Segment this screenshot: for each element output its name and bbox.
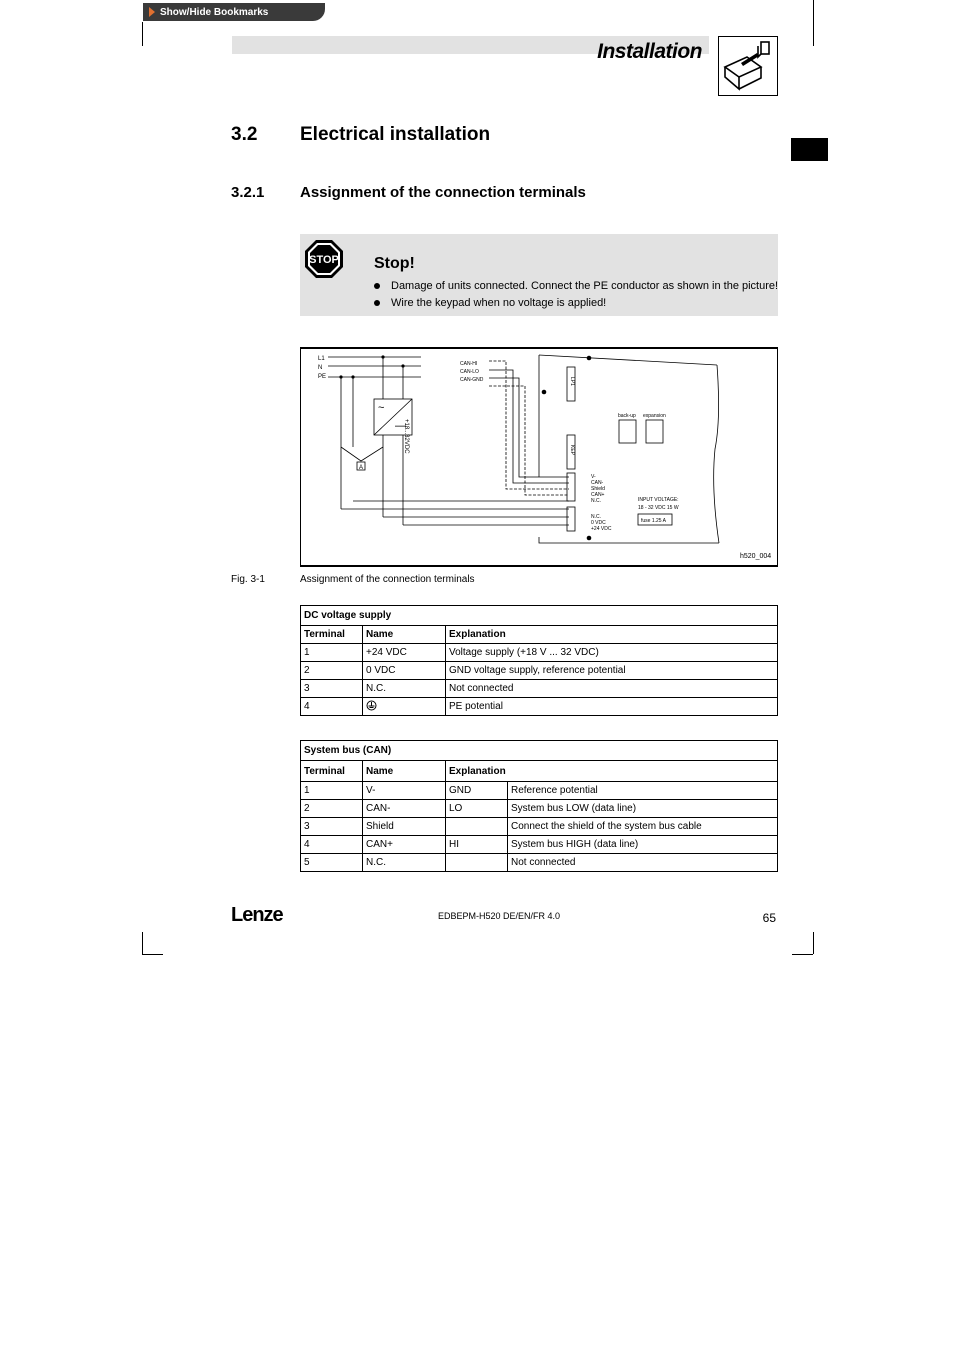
- table-row: [301, 644, 778, 662]
- label-pe: PE: [318, 374, 327, 380]
- table-row: [301, 662, 778, 680]
- cell: 0 VDC: [363, 662, 446, 680]
- crop-mark: [142, 22, 143, 46]
- cell: 1: [301, 782, 363, 800]
- figure-caption: Assignment of the connection terminals: [300, 574, 475, 585]
- cell: 3: [301, 818, 363, 836]
- label-lp1: LP1: [569, 377, 575, 386]
- table-header-row: [301, 626, 778, 644]
- label-kep: KEP: [569, 445, 575, 456]
- bullet-icon: [374, 300, 380, 306]
- column-header: Explanation: [446, 626, 778, 644]
- cell: 1: [301, 644, 363, 662]
- stop-title: Stop!: [374, 255, 415, 272]
- label-can-gnd: CAN-GND: [460, 377, 484, 383]
- table-row: [301, 818, 778, 836]
- cell: System bus HIGH (data line): [508, 836, 778, 854]
- cell: System bus LOW (data line): [508, 800, 778, 818]
- table-header-row: [301, 761, 778, 782]
- cell: N.C.: [363, 680, 446, 698]
- cell: 3: [301, 680, 363, 698]
- table-row: [301, 800, 778, 818]
- cell: CAN-: [363, 800, 446, 818]
- table-row: [301, 782, 778, 800]
- crop-mark: [813, 0, 814, 46]
- label-input-voltage-title: INPUT VOLTAGE:: [638, 497, 679, 503]
- supply-label: +24 VDC: [591, 526, 612, 532]
- label-can-hi: CAN-HI: [460, 361, 478, 367]
- label-a: A: [359, 465, 364, 471]
- page-header-title: Installation: [597, 40, 702, 63]
- cell: V-: [363, 782, 446, 800]
- cell: 4: [301, 836, 363, 854]
- bus-label: CAN+: [591, 492, 605, 498]
- cell: 4: [301, 698, 363, 716]
- cell: CAN+: [363, 836, 446, 854]
- cell: GND: [446, 782, 508, 800]
- cell: N.C.: [363, 854, 446, 872]
- cell: +24 VDC: [363, 644, 446, 662]
- wiring-diagram: [300, 347, 778, 567]
- bus-label: N.C.: [591, 498, 601, 504]
- system-bus-table: [300, 740, 778, 872]
- column-header: Name: [363, 626, 446, 644]
- cell: GND voltage supply, reference potential: [446, 662, 778, 680]
- cell: [363, 698, 446, 716]
- lenze-logo: Lenze: [231, 904, 283, 926]
- label-n: N: [318, 365, 323, 371]
- crop-mark: [142, 932, 143, 954]
- cell: HI: [446, 836, 508, 854]
- bullet-icon: [374, 283, 380, 289]
- column-header: Name: [363, 761, 446, 782]
- label-can-lo: CAN-LO: [460, 369, 479, 375]
- svg-text:—: —: [395, 420, 406, 432]
- svg-text:~: ~: [378, 402, 385, 414]
- crop-mark: [142, 954, 163, 955]
- cell: Not connected: [446, 680, 778, 698]
- bus-label: Shield: [591, 486, 605, 492]
- table-row: [301, 680, 778, 698]
- table-row: [301, 854, 778, 872]
- supply-label: N.C.: [591, 514, 601, 520]
- arrow-right-icon: [149, 7, 155, 17]
- chapter-tab: [791, 138, 828, 161]
- page-number: 65: [762, 911, 776, 925]
- stop-sign-text: STOP: [309, 254, 339, 266]
- section-title: Electrical installation: [300, 124, 491, 145]
- table-title-row: [301, 741, 778, 761]
- stop-item-text: Wire the keypad when no voltage is applied!: [391, 297, 607, 309]
- install-box-icon: [718, 36, 778, 96]
- subsection-title: Assignment of the connection terminals: [300, 184, 586, 201]
- bookmarks-label: Show/Hide Bookmarks: [160, 6, 269, 18]
- subsection-number: 3.2.1: [231, 184, 265, 201]
- label-fuse: fuse 1.25 A: [641, 518, 667, 524]
- stop-sign-icon: [304, 239, 344, 279]
- cell: PE potential: [446, 698, 778, 716]
- column-header: Explanation: [446, 761, 778, 782]
- table-row: [301, 698, 778, 716]
- document-id: EDBEPM-H520 DE/EN/FR 4.0: [438, 911, 561, 921]
- figure-label: Fig. 3-1: [231, 574, 265, 585]
- cell: 5: [301, 854, 363, 872]
- label-l1: L1: [318, 356, 325, 362]
- figure-id: h520_004: [740, 553, 772, 560]
- supply-label: 0 VDC: [591, 520, 606, 526]
- crop-mark: [792, 954, 813, 955]
- pe-ground-icon: [366, 700, 377, 714]
- cell: 2: [301, 800, 363, 818]
- stop-item: [374, 280, 778, 292]
- crop-mark: [813, 932, 814, 954]
- cell: Reference potential: [508, 782, 778, 800]
- table-title: System bus (CAN): [301, 741, 778, 761]
- cell: Voltage supply (+18 V ... 32 VDC): [446, 644, 778, 662]
- stop-item: [374, 297, 606, 309]
- section-number: 3.2: [231, 124, 258, 145]
- label-expansion: expansion: [643, 413, 666, 419]
- column-header: Terminal: [301, 761, 363, 782]
- cell: Connect the shield of the system bus cable: [508, 818, 778, 836]
- stop-item-text: Damage of units connected. Connect the PE conductor as shown in the picture!: [391, 280, 779, 292]
- bus-label: CAN-: [591, 480, 604, 486]
- cell: Not connected: [508, 854, 778, 872]
- cell: Shield: [363, 818, 446, 836]
- show-hide-bookmarks-button[interactable]: [143, 3, 325, 21]
- label-voltage: +18...32VDC: [403, 419, 409, 454]
- table-title: DC voltage supply: [301, 606, 778, 626]
- column-header: Terminal: [301, 626, 363, 644]
- dc-voltage-table: [300, 605, 778, 716]
- cell: [446, 818, 508, 836]
- label-input-voltage: 18 - 32 VDC 15 W: [638, 505, 679, 511]
- table-row: [301, 836, 778, 854]
- cell: 2: [301, 662, 363, 680]
- cell: LO: [446, 800, 508, 818]
- label-backup: back-up: [618, 413, 636, 419]
- table-title-row: [301, 606, 778, 626]
- bus-label: V-: [591, 474, 596, 480]
- cell: [446, 854, 508, 872]
